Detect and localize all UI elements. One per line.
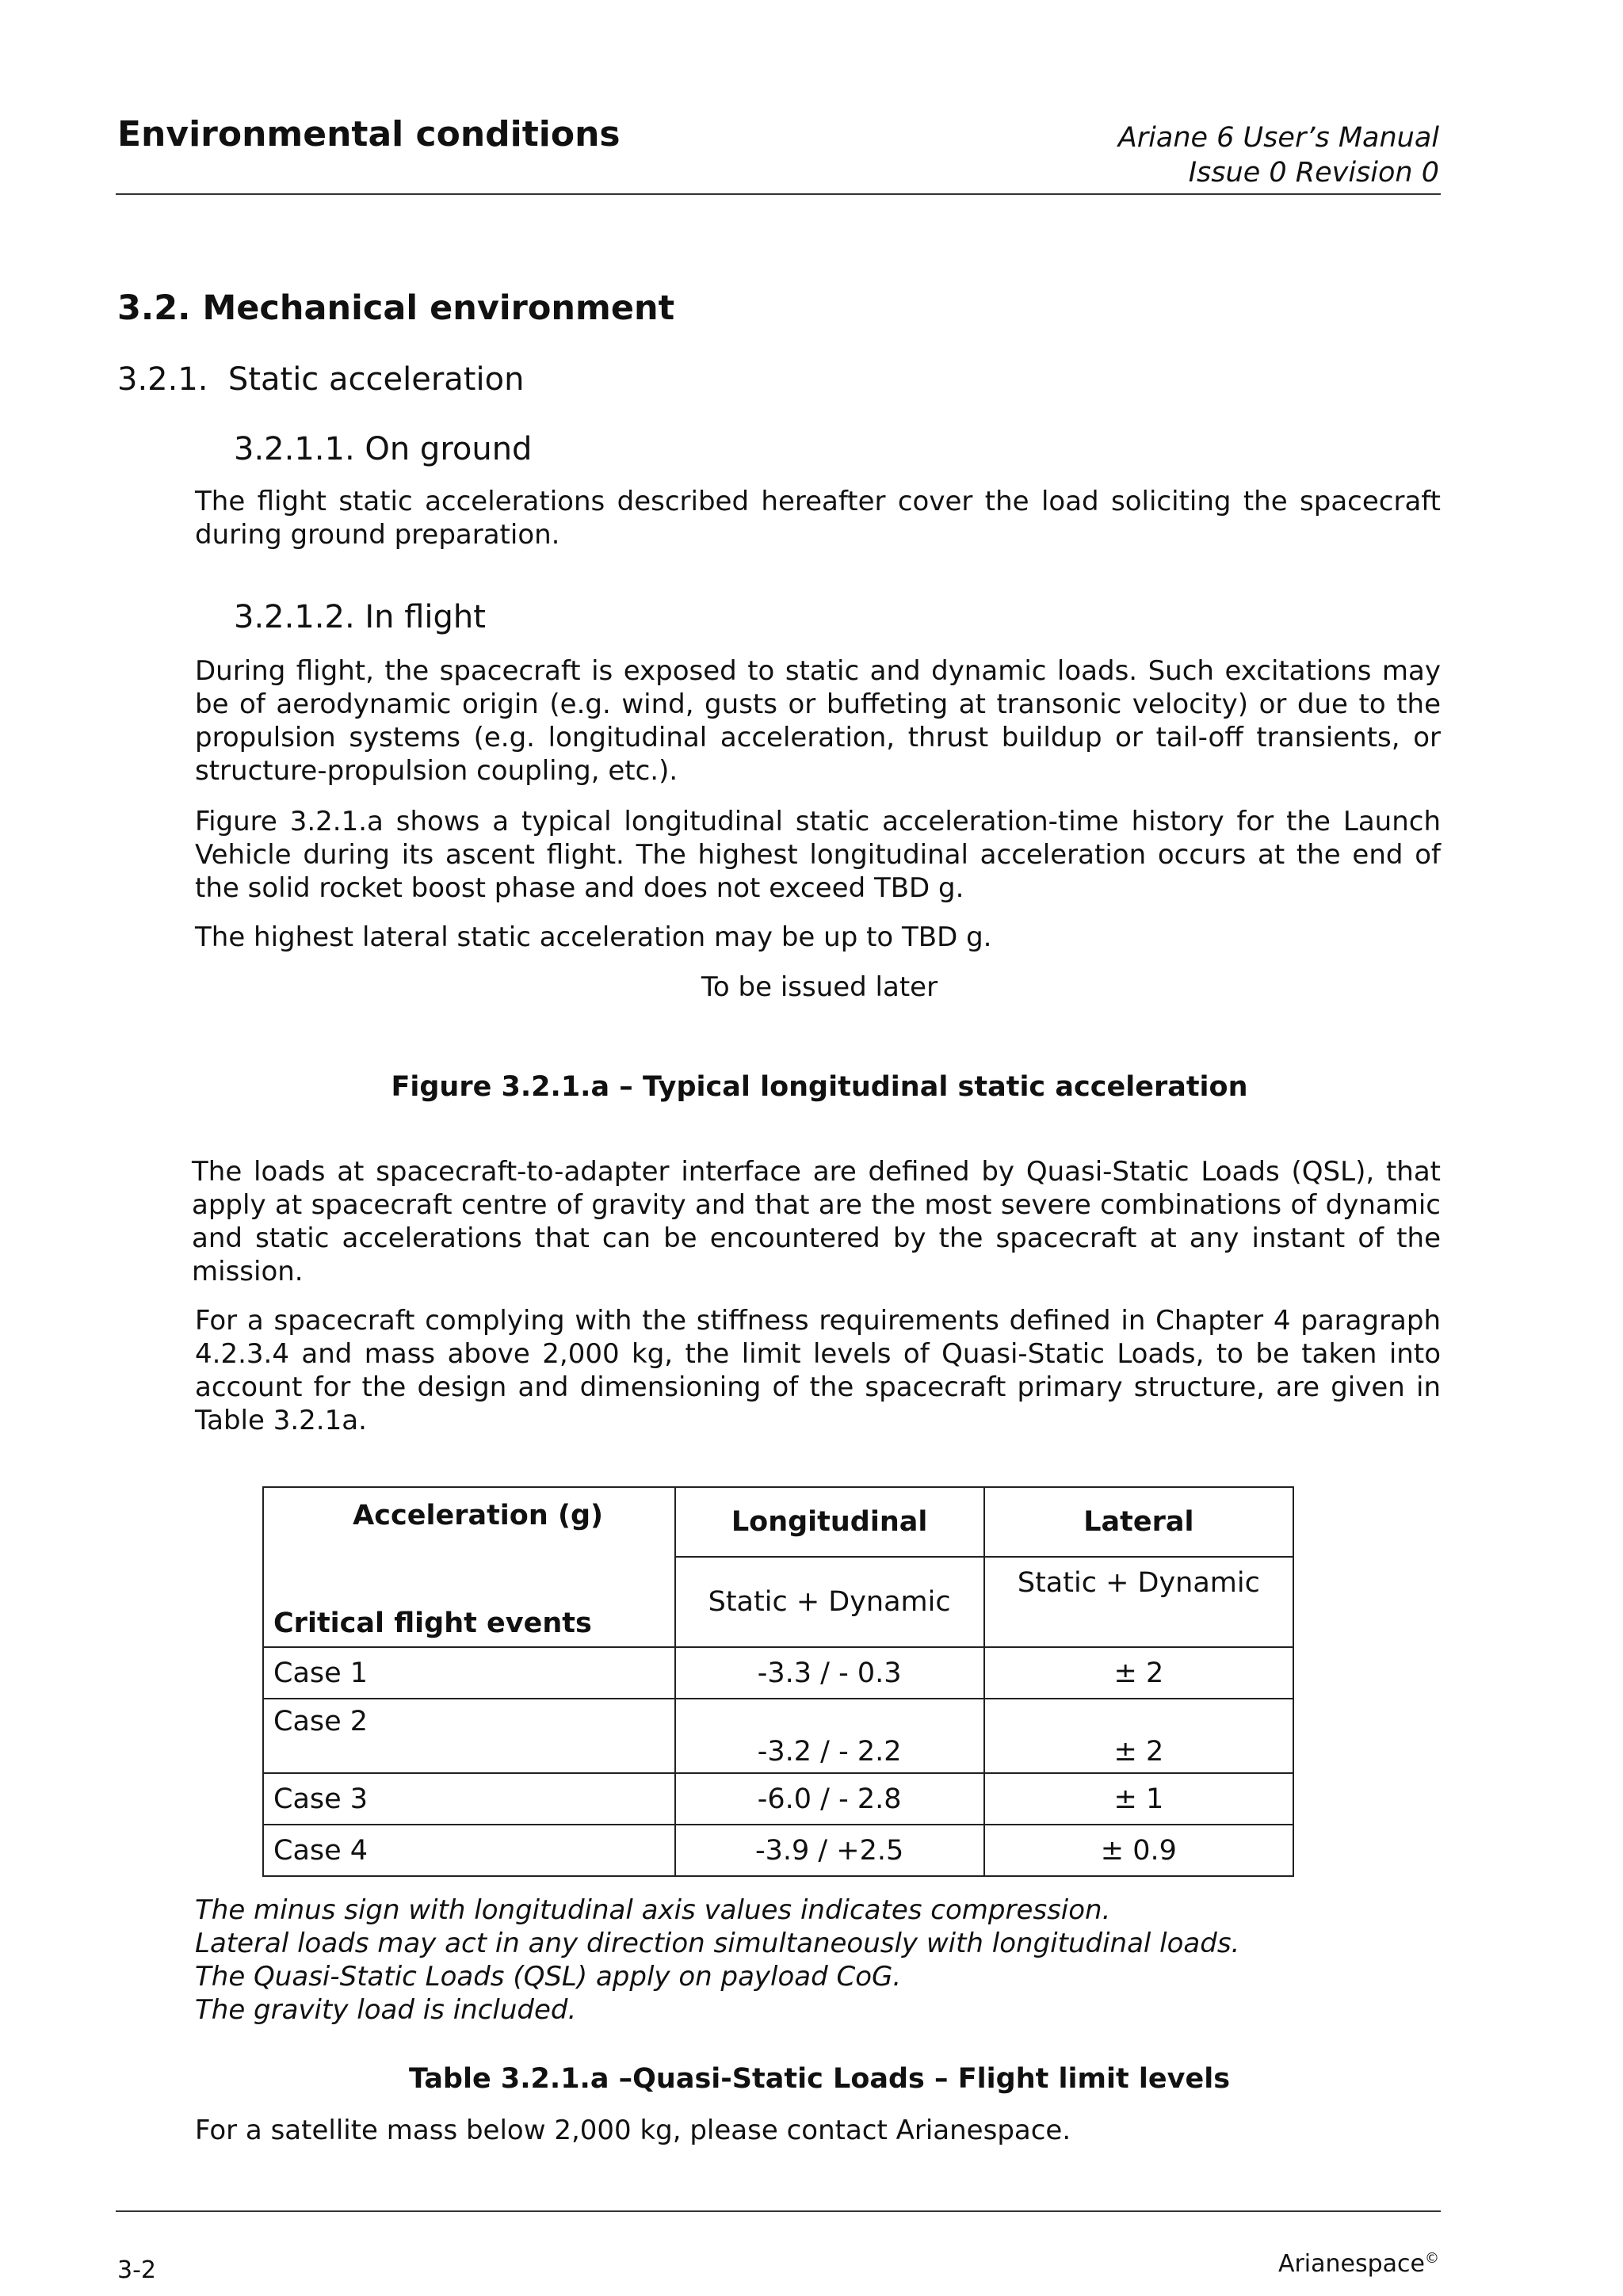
longitudinal-cell: -3.3 / - 0.3 <box>675 1647 984 1699</box>
issue-revision: Issue 0 Revision 0 <box>1188 157 1439 189</box>
longitudinal-cell: -3.2 / - 2.2 <box>675 1699 984 1773</box>
critical-events-header: Critical flight events <box>273 1608 592 1639</box>
copyright-mark: © <box>1425 2250 1439 2267</box>
event-cell: Case 4 <box>263 1825 675 1876</box>
closing-paragraph: For a satellite mass below 2,000 kg, please contact Arianespace. <box>195 2115 1071 2146</box>
publisher-footer <box>1278 2250 1439 2278</box>
table-row <box>263 1699 1293 1773</box>
note-qsl-cog: The Quasi-Static Loads (QSL) apply on payload CoG. <box>195 1961 902 1993</box>
in-flight-heading: 3.2.1.2. In flight <box>234 599 486 635</box>
lateral-cell: ± 2 <box>984 1647 1293 1699</box>
in-flight-paragraph-3: The highest lateral static acceleration may be up to TBD g. <box>195 921 992 953</box>
table-corner-cell <box>263 1487 675 1647</box>
quasi-static-loads-table <box>262 1486 1294 1877</box>
header-rule <box>116 193 1441 195</box>
lateral-cell: ± 2 <box>984 1699 1293 1773</box>
event-cell: Case 2 <box>263 1699 675 1773</box>
event-cell: Case 1 <box>263 1647 675 1699</box>
note-lateral-direction: Lateral loads may act in any direction simultaneously with longitudinal loads. <box>195 1928 1240 1959</box>
in-flight-paragraph-2: Figure 3.2.1.a shows a typical longitudinal static acceleration-time history for the Launch Vehicle during its ascent flight. The highest longitudinal acceleration occurs at the end of the solid rocket boost phase and does not exceed TBD g. <box>195 806 1441 904</box>
note-gravity: The gravity load is included. <box>195 1994 577 2026</box>
longitudinal-cell: -3.9 / +2.5 <box>675 1825 984 1876</box>
lateral-header: Lateral <box>984 1487 1293 1557</box>
in-flight-paragraph-1: During flight, the spacecraft is exposed to static and dynamic loads. Such excitations may be of aerodynamic origin (e.g. wind, gusts or buffeting at transonic velocity) or due to the propulsion systems (e.g. longitudinal acceleration, thrust buildup or tail-off transients, or structure-propulsion coupling, etc.). <box>195 655 1441 787</box>
figure-placeholder: To be issued later <box>701 971 938 1003</box>
section-heading: 3.2. Mechanical environment <box>117 288 675 328</box>
manual-title: Ariane 6 User’s Manual <box>1117 122 1439 154</box>
table-notes <box>195 1894 1239 2027</box>
note-compression: The minus sign with longitudinal axis values indicates compression. <box>195 1894 1111 1926</box>
footer-rule <box>116 2210 1441 2212</box>
running-section-title: Environmental conditions <box>117 114 621 154</box>
stiffness-paragraph: For a spacecraft complying with the stiffness requirements defined in Chapter 4 paragraph 4.2.3.4 and mass above 2,000 kg, the limit levels of Quasi-Static Loads, to be taken into account for the design and dimensioning of the spacecraft primary structure, are given in Table 3.2.1a. <box>195 1305 1441 1436</box>
longitudinal-cell: -6.0 / - 2.8 <box>675 1773 984 1825</box>
longitudinal-header: Longitudinal <box>675 1487 984 1557</box>
table-row <box>263 1647 1293 1699</box>
on-ground-heading: 3.2.1.1. On ground <box>234 431 533 467</box>
event-cell: Case 3 <box>263 1773 675 1825</box>
figure-caption: Figure 3.2.1.a – Typical longitudinal static acceleration <box>391 1071 1248 1103</box>
subsection-heading: 3.2.1. Static acceleration <box>117 361 525 398</box>
lateral-cell: ± 1 <box>984 1773 1293 1825</box>
qsl-paragraph: The loads at spacecraft-to-adapter interface are defined by Quasi-Static Loads (QSL), that apply at spacecraft centre of gravity and that are the most severe combinations of dynamic and static accelerations that can be encountered by the spacecraft at any instant of the mission. <box>192 1156 1441 1287</box>
lateral-cell: ± 0.9 <box>984 1825 1293 1876</box>
longitudinal-subheader: Static + Dynamic <box>675 1557 984 1647</box>
lateral-subheader: Static + Dynamic <box>984 1557 1293 1647</box>
acceleration-header: Acceleration (g) <box>353 1500 603 1531</box>
table-row <box>263 1773 1293 1825</box>
table-row <box>263 1825 1293 1876</box>
table-caption: Table 3.2.1.a –Quasi-Static Loads – Flight limit levels <box>408 2063 1231 2095</box>
on-ground-paragraph: The flight static accelerations described hereafter cover the load soliciting the spacecraft during ground preparation. <box>195 486 1441 551</box>
page-number: 3-2 <box>117 2256 156 2284</box>
publisher-name: Arianespace <box>1277 2250 1425 2278</box>
